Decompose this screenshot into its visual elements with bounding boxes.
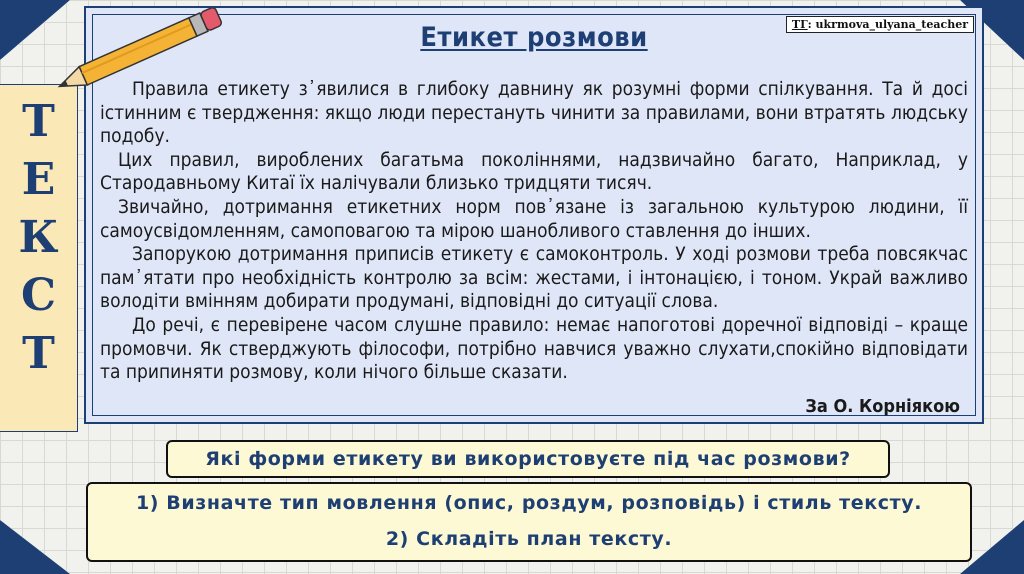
- text-body: [100, 78, 968, 385]
- side-letter: К: [18, 212, 59, 263]
- side-label-panel: [0, 84, 78, 432]
- paragraph-2: Цих правил, вироблених багатьма поколіннями, надзвичайно багато, Наприклад, у Стародавньому Китаї їх налічували близько тридцяти тисяч.: [100, 148, 968, 195]
- author-credit: За О. Корніякою: [805, 396, 960, 417]
- question-box: Які форми етикету ви використовуєте під час розмови?: [166, 440, 890, 478]
- pencil-icon: [44, 8, 234, 94]
- side-letter: С: [20, 270, 57, 321]
- task-2: 2) Складіть план тексту.: [385, 528, 673, 550]
- task-1: 1) Визначте тип мовлення (опис, роздум, розповідь) і стиль тексту.: [135, 492, 923, 514]
- text-title: Етикет розмови: [420, 22, 648, 53]
- paragraph-3: Звичайно, дотримання етикетних норм пов᾿язане із загальною культурою людини, її самоусвідомленням, самоповагою та мірою шанобливого ставлення до інших.: [100, 195, 968, 242]
- telegram-badge: ТГ: ukrmova_ulyana_teacher: [786, 16, 974, 33]
- side-letter: Т: [22, 96, 55, 147]
- paragraph-4: Запорукою дотримання приписів етикету є самоконтроль. У ході розмови треба повсякчас пам᾿ятати про необхідність контролю за всім: жестами, і інтонацією, і тоном. Украй важливо володіти вмінням добирати продумані, відповідні до ситуації слова.: [100, 243, 968, 313]
- tasks-box: [86, 482, 972, 562]
- side-letter: Е: [21, 154, 56, 205]
- paragraph-5: До речі, є перевірене часом слушне правило: немає напоготові доречної відповіді – краще промовчи. Як стверджують філософи, потрібно навчися уважно слухати,спокійно відповідати та припиняти розмову, коли нічого більше сказати.: [100, 313, 968, 384]
- paragraph-1: Правила етикету з᾿явилися в глибоку давнину як розумні форми спілкування. Та й досі істинним є твердження: якщо люди перестануть чинити за правилами, вони втратять людську подобу.: [100, 78, 968, 148]
- side-letter: Т: [22, 328, 55, 379]
